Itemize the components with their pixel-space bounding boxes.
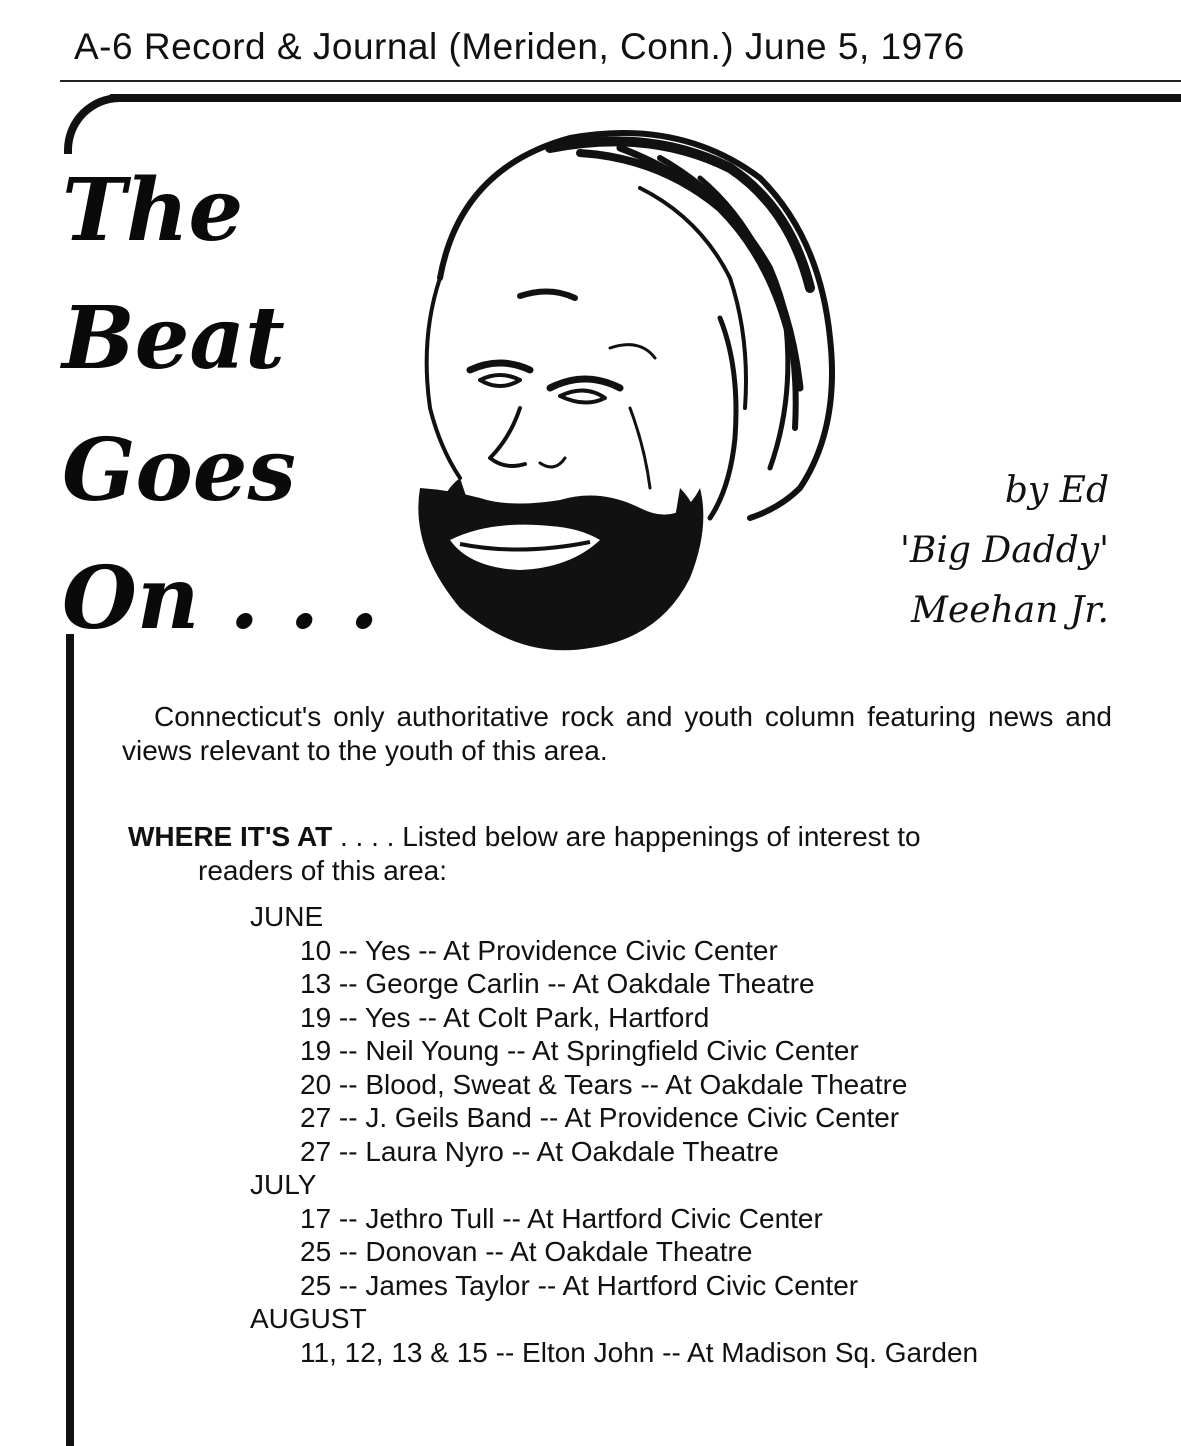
column-title-line-4: On . . . [62,548,380,649]
column-intro: Connecticut's only authoritative rock and youth column featuring news and views relevant to the youth of this area. [122,701,1112,766]
column-title-line-2: Beat [62,288,285,389]
column-title-line-1: The [62,160,244,261]
where-its-at-heading: WHERE IT'S AT [128,821,333,852]
byline-line-1: by Ed [1004,470,1109,511]
event-item: 25 -- James Taylor -- At Hartford Civic Center [300,1269,859,1301]
column-border-top [110,94,1181,102]
event-item: 19 -- Neil Young -- At Springfield Civic Center [300,1035,859,1066]
month-heading-july: JULY [250,1169,317,1200]
event-item: 19 -- Yes -- At Colt Park, Hartford [300,1001,710,1033]
byline-line-2: 'Big Daddy' [899,530,1109,571]
byline-line-3: Meehan Jr. [911,590,1109,631]
month-heading-august: AUGUST [250,1303,367,1334]
where-its-at-leader: . . . . [332,821,403,852]
month-heading-june: JUNE [250,901,324,932]
column-title-line-3: Goes [62,420,296,521]
event-item: 11, 12, 13 & 15 -- Elton John -- At Madison Sq. Garden [300,1336,979,1368]
column-border-corner [64,94,124,154]
events-listing [250,900,978,1369]
newspaper-header: A-6 Record & Journal (Meriden, Conn.) June 5, 1976 [74,26,965,67]
where-its-at-section [128,820,1112,888]
event-item: 17 -- Jethro Tull -- At Hartford Civic Center [300,1202,823,1234]
event-item: 10 -- Yes -- At Providence Civic Center [300,934,778,966]
event-item: 20 -- Blood, Sweat & Tears -- At Oakdale Theatre [300,1068,908,1100]
columnist-portrait-illustration [400,108,850,660]
event-item: 25 -- Donovan -- At Oakdale Theatre [300,1236,753,1267]
event-item: 27 -- Laura Nyro -- At Oakdale Theatre [300,1135,779,1167]
event-item: 13 -- George Carlin -- At Oakdale Theatre [300,968,815,999]
column-border-left [66,634,74,1446]
where-its-at-text: Listed below are happenings of interest to [402,821,921,852]
event-item: 27 -- J. Geils Band -- At Providence Civic Center [300,1102,900,1133]
where-its-at-text-continued: readers of this area: [198,855,448,886]
header-divider [60,80,1181,82]
